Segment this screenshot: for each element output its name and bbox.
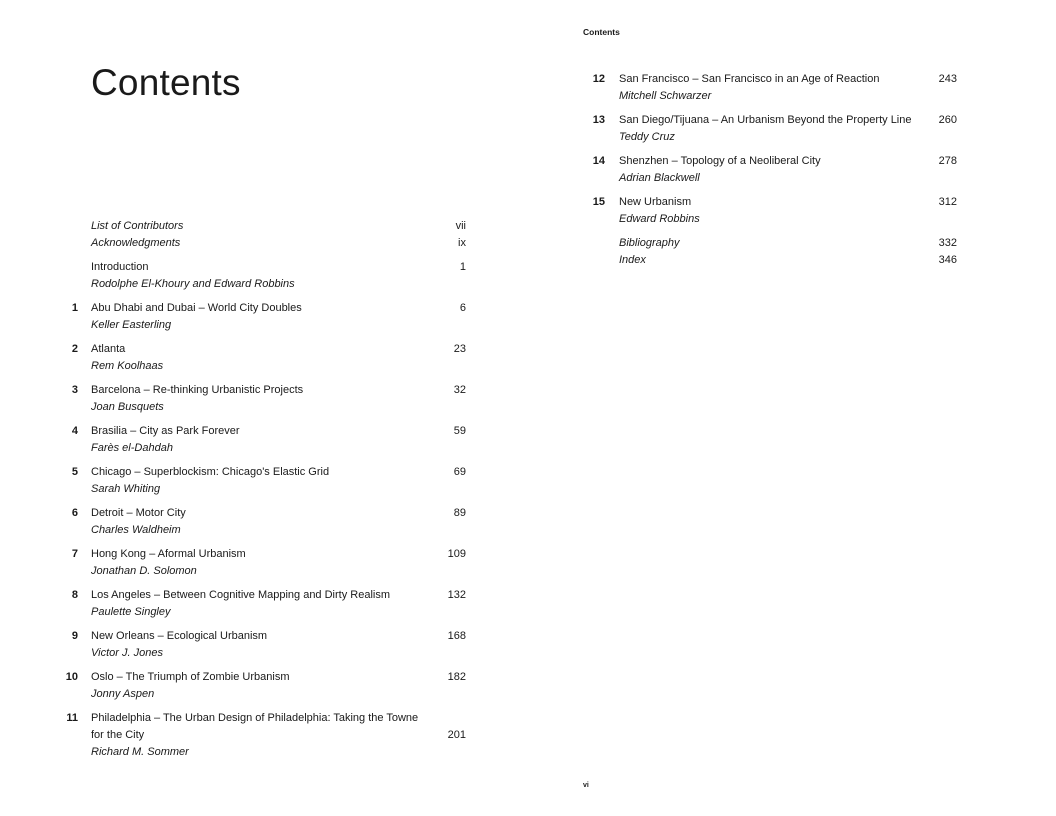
entry-author: Teddy Cruz [619, 131, 675, 143]
entry-title: Hong Kong – Aformal Urbanism [91, 548, 246, 560]
running-head: Contents [583, 27, 620, 37]
toc-entry-chapter [0, 382, 528, 416]
entry-author: Joan Busquets [91, 401, 164, 413]
page-number: vii [455, 220, 466, 232]
page-number: 168 [447, 630, 466, 642]
right-page [528, 0, 1056, 816]
page-number: 109 [447, 548, 466, 560]
toc-entry-chapter [0, 464, 528, 498]
entry-author: Edward Robbins [619, 213, 700, 225]
toc-entry-chapter [0, 423, 528, 457]
toc-entry-chapter [0, 300, 528, 334]
page-number: 32 [453, 384, 466, 396]
entry-title: San Francisco – San Francisco in an Age of Reaction [619, 73, 880, 85]
page-number: 23 [453, 343, 466, 355]
toc-entry-chapter [528, 194, 1056, 228]
page-number: 332 [938, 237, 957, 249]
entry-title: Acknowledgments [91, 237, 181, 249]
chapter-number: 15 [592, 196, 605, 208]
entry-author: Keller Easterling [91, 319, 172, 331]
toc-left [0, 218, 528, 761]
page-number: 182 [447, 671, 466, 683]
chapter-number: 5 [71, 466, 78, 478]
entry-author: Paulette Singley [91, 606, 171, 618]
entry-title: Atlanta [91, 343, 126, 355]
entry-author: Adrian Blackwell [619, 172, 700, 184]
toc-entry-back-matter [528, 235, 1056, 252]
chapter-number: 13 [592, 114, 605, 126]
entry-title: Abu Dhabi and Dubai – World City Doubles [91, 302, 302, 314]
chapter-number: 6 [71, 507, 78, 519]
contents-title: Contents [91, 62, 241, 103]
toc-entry-chapter [528, 71, 1056, 105]
toc-entry-chapter [528, 112, 1056, 146]
chapter-number: 1 [71, 302, 78, 314]
chapter-number: 3 [71, 384, 78, 396]
page-number: 312 [938, 196, 957, 208]
chapter-number: 12 [592, 73, 605, 85]
page-number: 89 [453, 507, 466, 519]
chapter-number: 10 [65, 671, 78, 683]
toc-entry-chapter [0, 587, 528, 621]
chapter-number: 2 [71, 343, 78, 355]
page-number: ix [458, 237, 466, 249]
entry-title: Philadelphia – The Urban Design of Philadelphia: Taking the Towne for the City [91, 712, 419, 741]
chapter-number: 9 [71, 630, 78, 642]
chapter-number: 7 [71, 548, 78, 560]
toc-entry-chapter [0, 628, 528, 662]
toc-entry-chapter [528, 153, 1056, 187]
entry-author: Jonny Aspen [91, 688, 155, 700]
entry-title: New Urbanism [619, 196, 692, 208]
page-number: 243 [938, 73, 957, 85]
page-number: 278 [938, 155, 957, 167]
toc-entry-chapter [0, 669, 528, 703]
toc-entry-chapter [0, 546, 528, 580]
chapter-number: 14 [592, 155, 605, 167]
entry-author: Richard M. Sommer [91, 746, 189, 758]
entry-author: Mitchell Schwarzer [619, 90, 712, 102]
entry-author: Jonathan D. Solomon [91, 565, 197, 577]
folio-page-number: vi [583, 782, 589, 789]
entry-title: Shenzhen – Topology of a Neoliberal City [619, 155, 821, 167]
toc-entry-back-matter [528, 252, 1056, 269]
toc-entry-chapter [0, 710, 528, 761]
page-number: 201 [447, 729, 466, 741]
toc-entry-chapter [0, 341, 528, 375]
page-number: 1 [459, 261, 466, 273]
entry-title: Chicago – Superblockism: Chicago's Elastic Grid [91, 466, 330, 478]
chapter-number: 11 [66, 712, 78, 724]
page-number: 69 [453, 466, 466, 478]
entry-author: Farès el-Dahdah [91, 442, 173, 454]
chapter-number: 4 [71, 425, 78, 437]
toc-right [528, 71, 1056, 269]
entry-title: List of Contributors [91, 220, 184, 232]
entry-title: San Diego/Tijuana – An Urbanism Beyond the Property Line [619, 114, 912, 126]
page-number: 59 [453, 425, 466, 437]
chapter-number: 8 [71, 589, 78, 601]
entry-author: Victor J. Jones [91, 647, 163, 659]
page-number: 132 [447, 589, 466, 601]
toc-entry-front-matter [0, 218, 528, 235]
entry-author: Rodolphe El-Khoury and Edward Robbins [91, 278, 295, 290]
entry-title: New Orleans – Ecological Urbanism [91, 630, 268, 642]
entry-title: Introduction [91, 261, 149, 273]
toc-entry-chapter [0, 505, 528, 539]
page-number: 260 [938, 114, 957, 126]
page-number: 346 [938, 254, 957, 266]
entry-title: Oslo – The Triumph of Zombie Urbanism [91, 671, 290, 683]
entry-author: Sarah Whiting [91, 483, 161, 495]
entry-author: Rem Koolhaas [91, 360, 164, 372]
entry-author: Charles Waldheim [91, 524, 181, 536]
entry-title: Bibliography [619, 237, 680, 249]
entry-title: Detroit – Motor City [91, 507, 186, 519]
entry-title: Index [619, 254, 646, 266]
entry-title: Barcelona – Re-thinking Urbanistic Projects [91, 384, 304, 396]
toc-entry-introduction [0, 259, 528, 293]
toc-entry-front-matter [0, 235, 528, 252]
entry-title: Los Angeles – Between Cognitive Mapping and Dirty Realism [91, 589, 390, 601]
page-number: 6 [459, 302, 466, 314]
entry-title: Brasilia – City as Park Forever [91, 425, 240, 437]
